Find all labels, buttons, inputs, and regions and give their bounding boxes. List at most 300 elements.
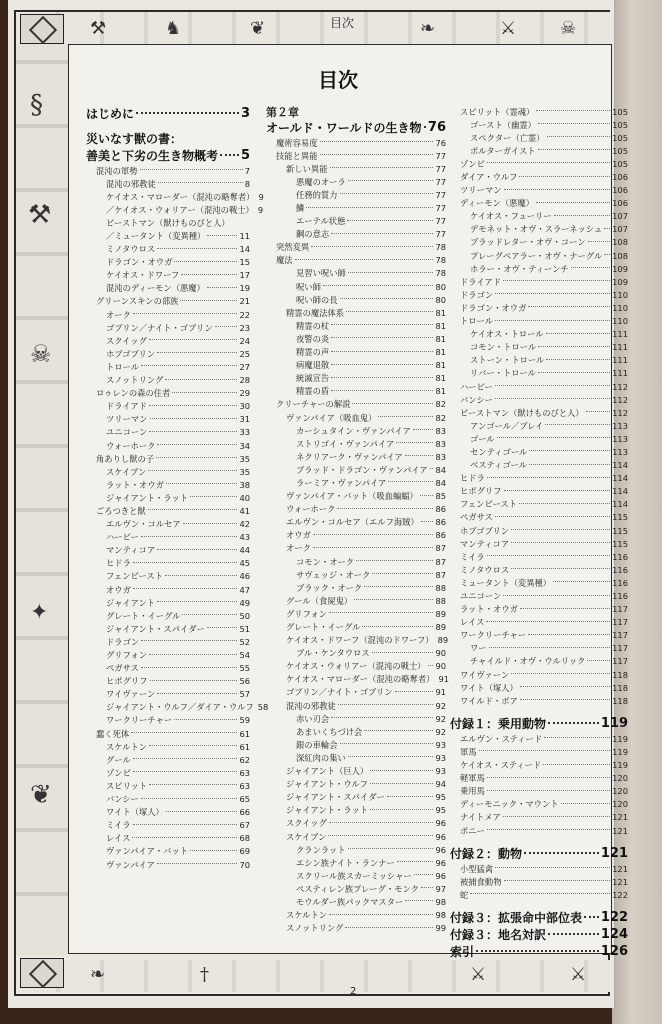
toc-entry[interactable] — [450, 485, 628, 498]
toc-gap — [86, 122, 250, 130]
dot-leader — [487, 777, 610, 778]
toc-entry[interactable] — [266, 372, 446, 385]
toc-entry[interactable] — [266, 241, 446, 254]
toc-entry-page: 111 — [612, 329, 628, 340]
toc-entry[interactable] — [86, 130, 250, 147]
toc-entry[interactable] — [450, 223, 628, 236]
toc-entry-title: 赤い刃会 — [296, 713, 330, 724]
toc-entry-title: コモン・トロール — [470, 342, 537, 353]
toc-entry[interactable] — [450, 909, 628, 926]
toc-entry-page: 89 — [435, 622, 446, 633]
toc-entry[interactable] — [450, 380, 628, 393]
toc-entry[interactable] — [266, 673, 449, 686]
toc-entry[interactable] — [450, 328, 628, 341]
toc-entry[interactable] — [86, 334, 250, 347]
toc-entry[interactable] — [86, 662, 250, 675]
toc-entry[interactable] — [266, 765, 446, 778]
toc-entry-title: あまいくちづけ会 — [296, 726, 363, 737]
toc-entry[interactable] — [266, 463, 446, 476]
toc-entry-page: 90 — [435, 648, 446, 659]
toc-entry[interactable] — [86, 216, 250, 229]
toc-entry-page: 35 — [239, 453, 250, 464]
toc-entry-page: 70 — [239, 859, 250, 870]
toc-entry[interactable] — [266, 254, 446, 267]
toc-entry-title: マンティコア — [106, 545, 156, 556]
toc-entry[interactable] — [86, 727, 250, 740]
scroll-icon: ❧ — [90, 964, 106, 985]
toc-entry[interactable] — [86, 177, 250, 190]
toc-entry[interactable] — [266, 385, 446, 398]
toc-entry[interactable] — [450, 563, 628, 576]
toc-entry[interactable] — [86, 439, 250, 452]
toc-entry[interactable] — [266, 293, 446, 306]
toc-entry[interactable] — [266, 490, 446, 503]
toc-entry[interactable] — [86, 832, 250, 845]
toc-entry[interactable] — [450, 498, 628, 511]
toc-entry[interactable] — [86, 465, 250, 478]
toc-entry[interactable] — [266, 280, 446, 293]
toc-entry[interactable] — [450, 732, 628, 745]
scroll-icon: ❦ — [250, 18, 266, 39]
toc-entry[interactable] — [86, 374, 250, 387]
toc-entry[interactable] — [266, 620, 446, 633]
toc-entry[interactable] — [86, 518, 250, 531]
toc-entry[interactable] — [266, 346, 446, 359]
feather-icon: ❦ — [30, 780, 52, 810]
toc-entry[interactable] — [450, 694, 628, 707]
toc-entry[interactable] — [450, 184, 628, 197]
toc-entry[interactable] — [86, 452, 250, 465]
toc-entry-title: ワイヴァーン — [106, 689, 156, 700]
dot-leader — [520, 608, 610, 609]
toc-entry[interactable] — [266, 555, 446, 568]
toc-entry[interactable] — [266, 751, 446, 764]
toc-entry[interactable] — [86, 426, 250, 439]
dot-leader — [503, 816, 610, 817]
toc-entry[interactable] — [266, 830, 446, 843]
toc-entry[interactable] — [266, 476, 446, 489]
toc-entry[interactable] — [450, 170, 628, 183]
toc-entry[interactable] — [266, 791, 446, 804]
toc-entry-page: 17 — [239, 270, 250, 281]
toc-entry-title: 被捕食動物 — [460, 876, 502, 887]
toc-entry[interactable] — [86, 282, 250, 295]
toc-entry-title: オウガ — [286, 530, 311, 541]
toc-entry[interactable] — [86, 203, 264, 216]
toc-entry[interactable] — [266, 568, 446, 581]
toc-entry-page: 61 — [239, 728, 250, 739]
toc-entry-page: 8 — [244, 178, 250, 189]
toc-entry[interactable] — [86, 243, 250, 256]
toc-entry[interactable] — [450, 210, 628, 223]
toc-entry-page: 108 — [612, 250, 628, 261]
toc-entry-page: 98 — [435, 896, 446, 907]
toc-entry[interactable] — [450, 511, 628, 524]
toc-entry[interactable] — [86, 347, 250, 360]
toc-entry-page: 110 — [612, 289, 628, 300]
toc-entry[interactable] — [266, 267, 446, 280]
toc-entry[interactable] — [266, 332, 446, 345]
toc-entry[interactable] — [450, 845, 628, 862]
toc-entry[interactable] — [450, 524, 628, 537]
toc-entry[interactable] — [266, 607, 446, 620]
page-number: 2 — [350, 986, 357, 997]
toc-entry-title: チャイルド・オヴ・ウルリック — [470, 656, 586, 667]
toc-entry-page: 31 — [239, 414, 250, 425]
toc-entry[interactable] — [450, 393, 628, 406]
dot-leader — [354, 599, 433, 600]
toc-entry[interactable] — [450, 341, 628, 354]
dot-leader — [544, 737, 610, 738]
toc-entry[interactable] — [266, 882, 446, 895]
dot-leader — [149, 784, 237, 785]
toc-entry-title: ケイオス・ドワーフ — [106, 270, 180, 281]
toc-column-2 — [266, 105, 449, 935]
dot-leader — [504, 880, 611, 881]
corner-ornament — [20, 14, 64, 44]
toc-entry[interactable] — [450, 875, 628, 888]
toc-entry[interactable] — [86, 701, 269, 714]
toc-entry-title: 付録２：動物 — [450, 847, 523, 862]
toc-entry[interactable] — [450, 589, 628, 602]
toc-entry[interactable] — [86, 256, 250, 269]
toc-entry-page: 29 — [239, 388, 250, 399]
toc-entry[interactable] — [86, 504, 250, 517]
toc-entry-page: 112 — [612, 394, 628, 405]
toc-entry[interactable] — [450, 824, 628, 837]
toc-entry[interactable] — [266, 725, 446, 738]
toc-entry[interactable] — [450, 862, 628, 875]
toc-entry[interactable] — [86, 557, 250, 570]
toc-entry[interactable] — [450, 459, 628, 472]
dot-leader — [397, 861, 434, 862]
toc-entry[interactable] — [86, 819, 250, 832]
toc-entry[interactable] — [450, 288, 628, 301]
dot-leader — [347, 220, 433, 221]
toc-entry-title: ミノタウロス — [106, 244, 156, 255]
toc-entry-page: 96 — [435, 870, 446, 881]
toc-entry[interactable] — [266, 228, 446, 241]
toc-entry[interactable] — [450, 472, 628, 485]
toc-entry[interactable] — [266, 817, 446, 830]
toc-entry[interactable] — [266, 201, 446, 214]
toc-entry-page: 84 — [435, 477, 446, 488]
dot-leader — [487, 477, 610, 478]
toc-entry-title: ミイラ — [106, 820, 131, 831]
toc-entry[interactable] — [450, 157, 628, 170]
toc-entry-title: ホブゴブリン — [106, 348, 156, 359]
toc-entry[interactable] — [450, 772, 628, 785]
toc-entry[interactable] — [86, 321, 250, 334]
toc-entry-page: 78 — [435, 242, 446, 253]
toc-entry[interactable] — [450, 118, 628, 131]
toc-entry[interactable] — [450, 681, 628, 694]
toc-entry[interactable] — [86, 622, 250, 635]
toc-entry[interactable] — [86, 596, 250, 609]
dot-leader — [504, 490, 611, 491]
toc-entry-title: ゴブリン／ナイト・ゴブリン — [286, 687, 393, 698]
toc-entry-title: 任務的質力 — [296, 189, 338, 200]
toc-entry[interactable] — [86, 308, 250, 321]
toc-entry[interactable] — [450, 888, 628, 901]
toc-entry[interactable] — [266, 804, 446, 817]
dot-leader — [183, 523, 238, 524]
toc-entry[interactable] — [266, 922, 446, 935]
toc-entry[interactable] — [266, 516, 446, 529]
toc-entry[interactable] — [86, 858, 250, 871]
toc-gap — [450, 707, 628, 715]
toc-entry[interactable] — [266, 778, 446, 791]
toc-entry-title: ジャイアント・ラット — [286, 805, 369, 816]
toc-entry[interactable] — [86, 570, 250, 583]
toc-entry[interactable] — [86, 164, 250, 177]
dot-leader — [554, 215, 611, 216]
toc-entry[interactable] — [86, 806, 250, 819]
toc-entry[interactable] — [86, 400, 250, 413]
dot-leader — [131, 732, 237, 733]
toc-entry[interactable] — [86, 583, 250, 596]
toc-entry-title: オールド・ワールドの生き物 — [266, 121, 422, 135]
dot-leader — [148, 470, 237, 471]
toc-entry-page: 110 — [612, 302, 628, 313]
toc-entry-page: 11 — [239, 231, 250, 242]
toc-entry[interactable] — [266, 175, 446, 188]
dot-leader — [470, 893, 610, 894]
toc-entry-page: 49 — [239, 597, 250, 608]
toc-entry[interactable] — [450, 785, 628, 798]
toc-entry-page: 7 — [244, 165, 250, 176]
toc-entry[interactable] — [86, 845, 250, 858]
toc-entry[interactable] — [450, 419, 628, 432]
toc-entry[interactable] — [266, 909, 446, 922]
toc-entry[interactable] — [266, 738, 446, 751]
toc-entry-page: 117 — [612, 604, 628, 615]
toc-entry[interactable] — [450, 315, 628, 328]
toc-entry[interactable] — [86, 413, 250, 426]
toc-entry[interactable] — [86, 295, 250, 308]
toc-entry[interactable] — [86, 609, 250, 622]
dot-leader — [337, 508, 433, 509]
toc-entry[interactable] — [86, 269, 250, 282]
toc-entry-page: 14 — [239, 244, 250, 255]
toc-entry[interactable] — [266, 149, 446, 162]
dot-leader — [362, 626, 433, 627]
toc-entry[interactable] — [266, 594, 446, 607]
toc-entry-page: 34 — [239, 440, 250, 451]
toc-entry[interactable] — [86, 714, 250, 727]
dot-leader — [331, 364, 433, 365]
toc-entry-title: ヒポグリフ — [460, 486, 502, 497]
dot-leader — [528, 634, 610, 635]
toc-entry-title: ブル・ケンタウロス — [296, 648, 370, 659]
toc-entry[interactable] — [450, 926, 628, 943]
toc-entry[interactable] — [266, 136, 446, 149]
toc-entry[interactable] — [86, 688, 250, 701]
toc-entry-title: ドラゴン — [460, 289, 494, 300]
toc-entry[interactable] — [266, 869, 446, 882]
toc-entry[interactable] — [266, 647, 446, 660]
toc-entry[interactable] — [266, 503, 446, 516]
toc-entry[interactable] — [266, 105, 446, 119]
toc-entry-title: センティゴール — [470, 446, 528, 457]
toc-entry[interactable] — [266, 843, 446, 856]
toc-entry[interactable] — [450, 367, 628, 380]
toc-entry[interactable] — [450, 236, 628, 249]
toc-entry[interactable] — [86, 793, 250, 806]
toc-entry-page: 116 — [612, 551, 628, 562]
toc-entry[interactable] — [266, 306, 446, 319]
toc-entry-page: 81 — [435, 386, 446, 397]
toc-entry[interactable] — [450, 668, 628, 681]
toc-entry[interactable] — [450, 603, 628, 616]
toc-entry[interactable] — [266, 398, 446, 411]
toc-entry-title: 病魔退散 — [296, 360, 330, 371]
toc-entry-page: 21 — [239, 296, 250, 307]
toc-entry[interactable] — [266, 437, 446, 450]
toc-entry-page: 77 — [435, 229, 446, 240]
toc-entry[interactable] — [450, 943, 628, 960]
dot-leader — [414, 874, 434, 875]
toc-entry-title: ミイラ — [460, 551, 485, 562]
toc-entry[interactable] — [86, 635, 250, 648]
toc-entry-title: ドラゴン — [106, 636, 140, 647]
toc-entry-page: 116 — [612, 591, 628, 602]
toc-entry[interactable] — [266, 686, 446, 699]
toc-entry-title: マンティコア — [460, 538, 510, 549]
toc-entry-page: 113 — [612, 420, 628, 431]
toc-entry-page: 88 — [435, 582, 446, 593]
dot-leader — [306, 207, 433, 208]
toc-entry[interactable] — [86, 753, 250, 766]
toc-entry[interactable] — [450, 275, 628, 288]
dot-leader — [295, 259, 434, 260]
toc-entry[interactable] — [450, 105, 628, 118]
toc-entry[interactable] — [266, 162, 446, 175]
toc-entry[interactable] — [86, 190, 264, 203]
toc-entry-page: 105 — [612, 106, 628, 117]
toc-entry[interactable] — [86, 491, 250, 504]
toc-entry[interactable] — [266, 699, 446, 712]
toc-entry[interactable] — [86, 478, 250, 491]
toc-entry-page: 93 — [435, 739, 446, 750]
toc-entry-title: フェンビースト — [460, 499, 517, 510]
toc-entry[interactable] — [86, 740, 250, 753]
toc-entry[interactable] — [450, 745, 628, 758]
dot-leader — [320, 154, 434, 155]
toc-entry[interactable] — [266, 634, 449, 647]
toc-entry-title: ホラー・オヴ・ティーンチ — [470, 263, 569, 274]
toc-entry[interactable] — [86, 147, 250, 164]
toc-entry[interactable] — [266, 529, 446, 542]
toc-entry[interactable] — [450, 301, 628, 314]
toc-entry-title: 技能と異能 — [276, 150, 318, 161]
toc-entry[interactable] — [86, 648, 250, 661]
toc-entry[interactable] — [450, 262, 628, 275]
toc-entry-page: 121 — [612, 863, 628, 874]
toc-entry-title: ／ケイオス・ウォリアー（混沌の戦士） — [106, 204, 254, 215]
toc-entry[interactable] — [266, 319, 446, 332]
toc-entry-title: モウルダー族パックマスター — [296, 896, 404, 907]
toc-entry[interactable] — [86, 675, 250, 688]
toc-entry[interactable] — [86, 105, 250, 122]
toc-entry-title: 混沌のディーモン（悪魔） — [106, 283, 205, 294]
toc-entry-title: 鋼の意志 — [296, 229, 330, 240]
toc-entry[interactable] — [266, 581, 446, 594]
toc-entry-title: エルヴン・コルセア（エルフ海賊） — [286, 517, 419, 528]
toc-entry[interactable] — [450, 550, 628, 563]
toc-entry[interactable] — [266, 188, 446, 201]
toc-entry[interactable] — [450, 811, 628, 824]
toc-entry-page: 76 — [435, 137, 446, 148]
toc-entry[interactable] — [86, 360, 250, 373]
toc-entry[interactable] — [86, 387, 250, 400]
toc-entry[interactable] — [86, 779, 250, 792]
toc-entry[interactable] — [86, 229, 250, 242]
dot-leader — [561, 803, 611, 804]
toc-entry[interactable] — [450, 629, 628, 642]
toc-entry[interactable] — [450, 642, 628, 655]
toc-entry[interactable] — [266, 359, 446, 372]
toc-entry[interactable] — [266, 712, 446, 725]
toc-entry[interactable] — [450, 354, 628, 367]
toc-entry[interactable] — [266, 542, 446, 555]
toc-entry[interactable] — [266, 424, 446, 437]
toc-entry[interactable] — [450, 406, 628, 419]
dot-leader — [345, 927, 433, 928]
toc-entry-page: 47 — [239, 584, 250, 595]
toc-entry[interactable] — [450, 715, 628, 732]
toc-entry-title: クリーチャーの解説 — [276, 399, 351, 410]
toc-entry[interactable] — [450, 537, 628, 550]
dot-leader — [520, 686, 610, 687]
toc-entry[interactable] — [450, 249, 628, 262]
toc-entry[interactable] — [450, 144, 628, 157]
toc-entry-page: 92 — [435, 713, 446, 724]
toc-entry-page: 115 — [612, 512, 628, 523]
toc-entry-title: ジャイアント（巨人） — [286, 766, 369, 777]
dot-leader — [157, 248, 237, 249]
toc-entry[interactable] — [266, 660, 446, 673]
toc-entry[interactable] — [450, 655, 628, 668]
toc-entry-page: 59 — [239, 715, 250, 726]
toc-entry[interactable] — [450, 432, 628, 445]
toc-entry[interactable] — [450, 576, 628, 589]
toc-entry[interactable] — [86, 531, 250, 544]
toc-entry[interactable] — [450, 131, 628, 144]
toc-entry-title: トロール — [106, 361, 140, 372]
toc-entry[interactable] — [86, 544, 250, 557]
dot-leader — [133, 313, 238, 314]
toc-entry-title: ロゥレンの森の住者 — [96, 388, 171, 399]
toc-entry[interactable] — [450, 445, 628, 458]
toc-entry[interactable] — [450, 616, 628, 629]
toc-entry-title: ワイト（塚人） — [460, 682, 518, 693]
toc-entry[interactable] — [266, 119, 446, 136]
toc-entry[interactable] — [266, 411, 446, 424]
toc-entry[interactable] — [450, 759, 628, 772]
toc-entry-title: エーテル状態 — [296, 216, 346, 227]
toc-entry[interactable] — [266, 895, 446, 908]
toc-entry-page: 77 — [435, 203, 446, 214]
toc-entry[interactable] — [266, 856, 446, 869]
toc-entry[interactable] — [266, 215, 446, 228]
toc-entry[interactable] — [266, 450, 446, 463]
toc-entry[interactable] — [86, 766, 250, 779]
toc-entry[interactable] — [450, 798, 628, 811]
toc-entry-page: 121 — [612, 876, 628, 887]
toc-entry[interactable] — [450, 197, 628, 210]
toc-entry-page: 24 — [239, 335, 250, 346]
